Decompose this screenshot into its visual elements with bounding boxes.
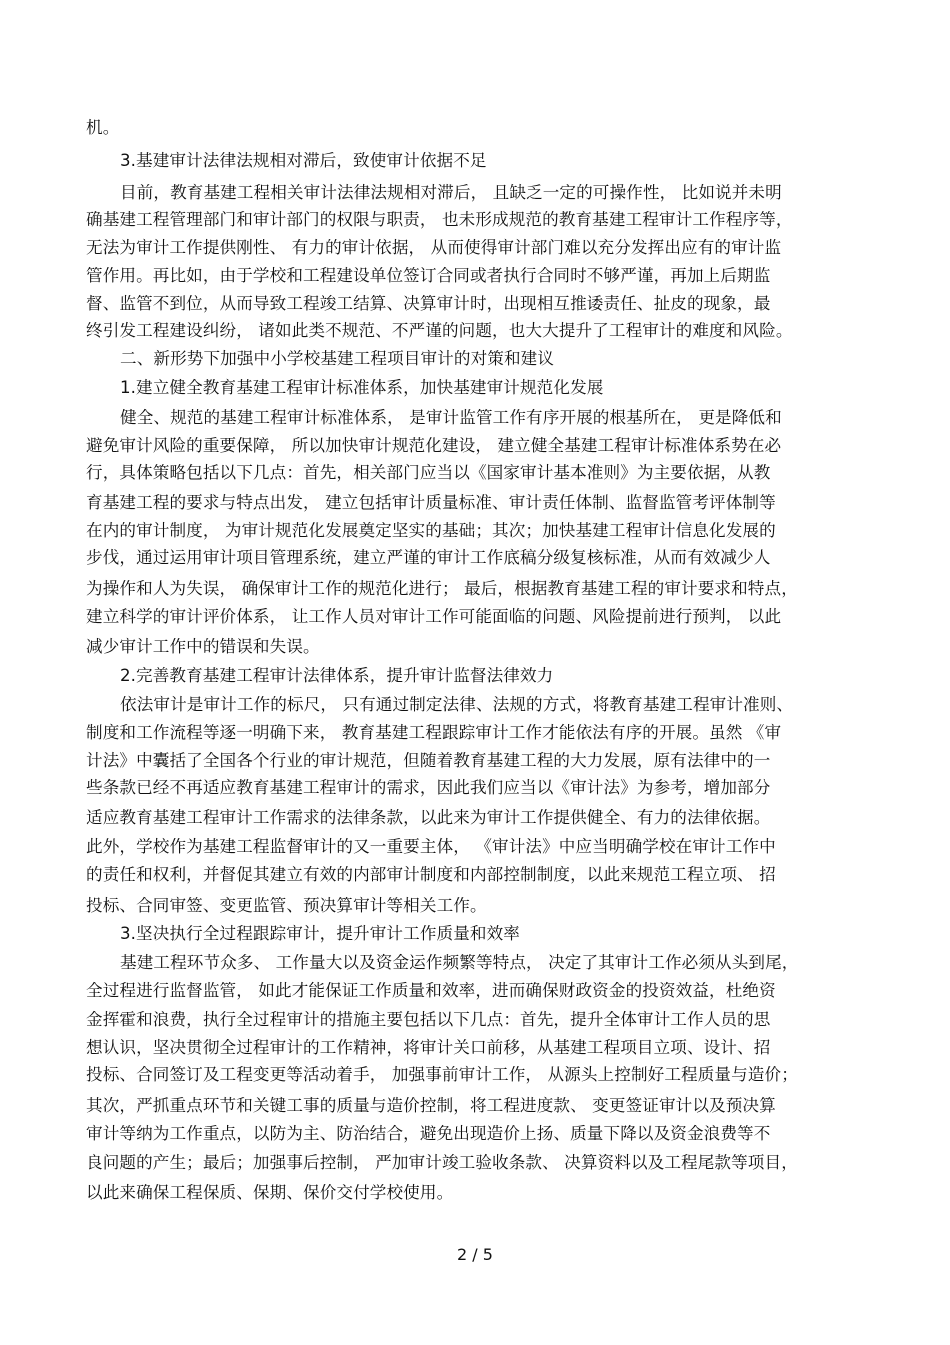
text-line: 行，具体策略包括以下几点：首先，相关部门应当以《国家审计基本准则》为主要依据，从教 — [86, 463, 771, 482]
text-line: 的责任和权利，并督促其建立有效的内部审计制度和内部控制制度，以此来规范工程立项、 招 — [86, 865, 776, 884]
text-line: 减少审计工作中的错误和失误。 — [86, 637, 320, 656]
text-line: 无法为审计工作提供刚性、 有力的审计依据， 从而使得审计部门难以充分发挥出应有的审计监 — [86, 238, 782, 257]
text-line: 目前，教育基建工程相关审计法律法规相对滞后， 且缺乏一定的可操作性， 比如说并未明 — [120, 183, 782, 202]
text-line: 为操作和人为失误， 确保审计工作的规范化进行； 最后，根据教育基建工程的审计要求和特点， — [86, 579, 798, 598]
section-heading: 3.坚决执行全过程跟踪审计，提升审计工作质量和效率 — [120, 924, 520, 943]
text-line: 依法审计是审计工作的标尺， 只有通过制定法律、法规的方式，将教育基建工程审计准则、 — [120, 695, 794, 714]
text-line: 育基建工程的要求与特点出发， 建立包括审计质量标准、审计责任体制、监督监管考评体制等 — [86, 493, 776, 512]
page-number: 2 / 5 — [457, 1245, 493, 1264]
text-line: 计法》中囊括了全国各个行业的审计规范，但随着教育基建工程的大力发展，原有法律中的一 — [86, 751, 771, 770]
text-line: 适应教育基建工程审计工作需求的法律条款，以此来为审计工作提供健全、有力的法律依据。 — [86, 808, 771, 827]
text-line: 步伐，通过运用审计项目管理系统，建立严谨的审计工作底稿分级复核标准，从而有效减少人 — [86, 548, 771, 567]
text-line: 良问题的产生；最后；加强事后控制， 严加审计竣工验收条款、 决算资料以及工程尾款等项目， — [86, 1153, 798, 1172]
text-line: 确基建工程管理部门和审计部门的权限与职责， 也未形成规范的教育基建工程审计工作程序等， — [86, 210, 793, 229]
text-line: 建立科学的审计评价体系， 让工作人员对审计工作可能面临的问题、风险提前进行预判， 以此 — [86, 607, 782, 626]
text-line: 终引发工程建设纠纷， 诸如此类不规范、不严谨的问题，也大大提升了工程审计的难度和风险。 — [86, 321, 793, 340]
text-line: 基建工程环节众多、 工作量大以及资金运作频繁等特点， 决定了其审计工作必须从头到尾， — [120, 953, 799, 972]
text-line: 机。 — [86, 118, 120, 137]
text-line: 投标、合同签订及工程变更等活动着手， 加强事前审计工作， 从源头上控制好工程质量与造价； — [86, 1065, 798, 1084]
section-heading: 3.基建审计法律法规相对滞后，致使审计依据不足 — [120, 151, 487, 170]
text-line: 避免审计风险的重要保障， 所以加快审计规范化建设， 建立健全基建工程审计标准体系势在必 — [86, 436, 782, 455]
text-line: 金挥霍和浪费，执行全过程审计的措施主要包括以下几点：首先，提升全体审计工作人员的思 — [86, 1010, 771, 1029]
text-line: 全过程进行监督监管， 如此才能保证工作质量和效率，进而确保财政资金的投资效益，杜绝资 — [86, 981, 776, 1000]
text-line: 制度和工作流程等逐一明确下来， 教育基建工程跟踪审计工作才能依法有序的开展。虽然 《审 — [86, 723, 782, 742]
text-line: 督、监管不到位，从而导致工程竣工结算、决算审计时，出现相互推诿责任、扯皮的现象，最 — [86, 294, 771, 313]
text-line: 投标、合同审签、变更监管、预决算审计等相关工作。 — [86, 896, 487, 915]
text-line: 在内的审计制度， 为审计规范化发展奠定坚实的基础；其次；加快基建工程审计信息化发展的 — [86, 521, 776, 540]
section-heading: 二、新形势下加强中小学校基建工程项目审计的对策和建议 — [120, 349, 555, 368]
text-line: 管作用。再比如，由于学校和工程建设单位签订合同或者执行合同时不够严谨，再加上后期监 — [86, 266, 771, 285]
text-line: 些条款已经不再适应教育基建工程审计的需求，因此我们应当以《审计法》为参考，增加部分 — [86, 778, 771, 797]
section-heading: 2.完善教育基建工程审计法律体系，提升审计监督法律效力 — [120, 666, 554, 685]
section-heading: 1.建立健全教育基建工程审计标准体系，加快基建审计规范化发展 — [120, 378, 604, 397]
text-line: 其次，严抓重点环节和关键工事的质量与造价控制，将工程进度款、 变更签证审计以及预决算 — [86, 1096, 776, 1115]
text-line: 以此来确保工程保质、保期、保价交付学校使用。 — [86, 1183, 454, 1202]
text-line: 此外，学校作为基建工程监督审计的又一重要主体， 《审计法》中应当明确学校在审计工作中 — [86, 837, 776, 856]
text-line: 健全、规范的基建工程审计标准体系， 是审计监管工作有序开展的根基所在， 更是降低和 — [120, 408, 782, 427]
text-line: 审计等纳为工作重点，以防为主、防治结合，避免出现造价上扬、质量下降以及资金浪费等不 — [86, 1124, 771, 1143]
text-line: 想认识，坚决贯彻全过程审计的工作精神，将审计关口前移，从基建工程项目立项、设计、招 — [86, 1038, 771, 1057]
